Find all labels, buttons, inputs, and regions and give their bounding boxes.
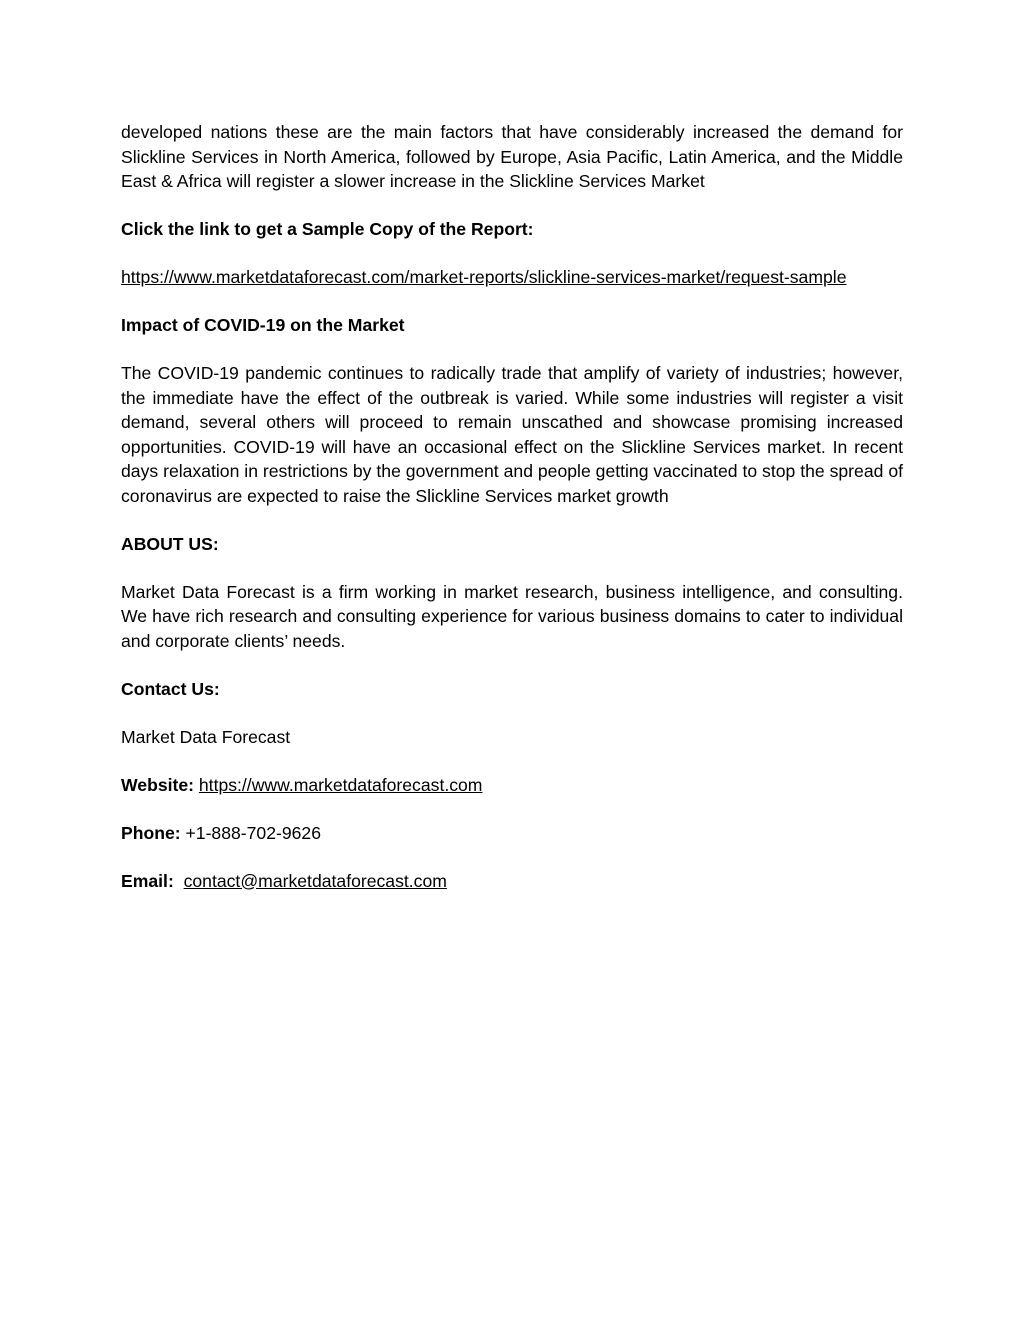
email-label: Email: bbox=[121, 870, 174, 891]
intro-paragraph: developed nations these are the main factors that have considerably increased the demand for Slickline Services in North America, followed by Europe, Asia Pacific, Latin America, and the Middle East & Africa will register a slower increase in the Slickline Services Market bbox=[121, 122, 903, 191]
about-paragraph: Market Data Forecast is a firm working in market research, business intelligence, and consulting. We have rich research and consulting experience for various business domains to cater to individual and corporate clients’ needs. bbox=[121, 581, 903, 651]
contact-heading: Contact Us: bbox=[121, 678, 220, 699]
sample-link-paragraph bbox=[121, 265, 903, 290]
document-body bbox=[121, 120, 903, 917]
phone-label: Phone: bbox=[121, 822, 181, 843]
covid-paragraph: The COVID-19 pandemic continues to radically trade that amplify of variety of industries; however, the immediate have the effect of the outbreak is varied. While some industries will register a visit demand, several others will proceed to remain unscathed and showcase promising increased opportunities. COVID-19 will have an occasional effect on the Slickline Services market. In recent days relaxation in restrictions by the government and people getting vaccinated to stop the spread of coronavirus are expected to raise the Slickline Services market growth bbox=[121, 363, 903, 506]
website-label: Website: bbox=[121, 774, 194, 795]
contact-website bbox=[121, 773, 903, 798]
sample-heading: Click the link to get a Sample Copy of the Report: bbox=[121, 219, 534, 239]
about-heading: ABOUT US: bbox=[121, 533, 219, 554]
covid-heading: Impact of COVID-19 on the Market bbox=[121, 315, 405, 335]
contact-company: Market Data Forecast bbox=[121, 726, 291, 747]
phone-value: +1-888-702-9626 bbox=[185, 822, 321, 843]
contact-phone bbox=[121, 821, 903, 846]
website-link[interactable]: https://www.marketdataforecast.com bbox=[198, 774, 483, 795]
sample-link[interactable]: https://www.marketdataforecast.com/market-reports/slickline-services-market/request-sample bbox=[121, 267, 847, 287]
contact-email bbox=[121, 869, 903, 894]
email-link[interactable]: contact@marketdataforecast.com bbox=[183, 870, 447, 891]
